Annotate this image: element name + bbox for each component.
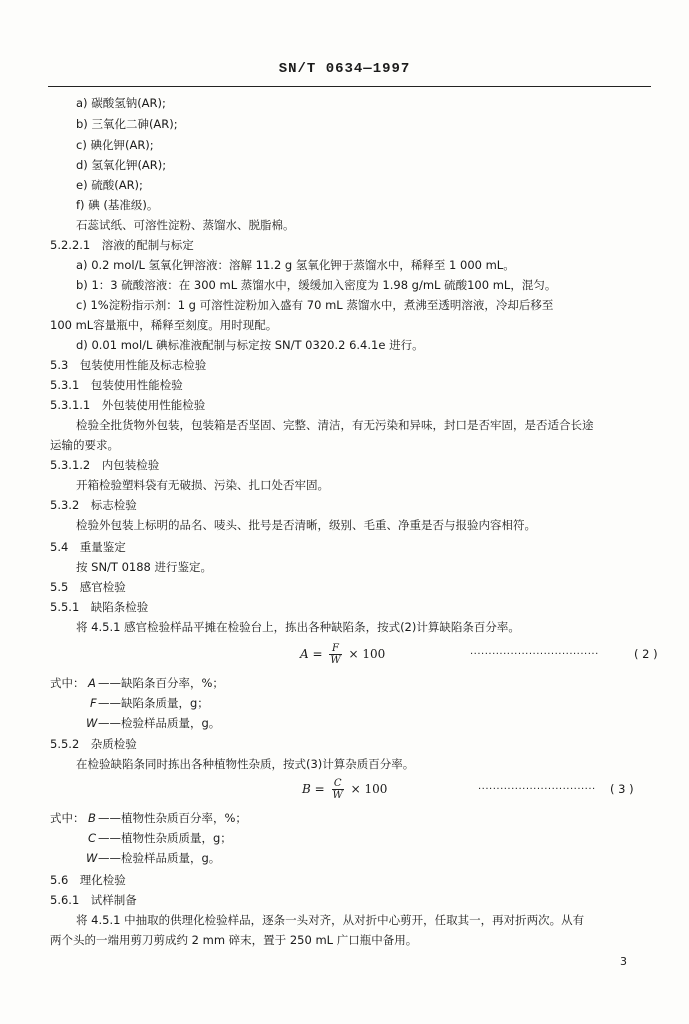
formula-numerator: C	[332, 778, 344, 790]
formula-fraction	[332, 778, 344, 801]
variable-definition: ——缺陷条百分率，%；	[98, 676, 224, 690]
section-heading-5-5-2: 5.5.2 杂质检验	[50, 737, 137, 751]
variable-symbol: W	[86, 716, 98, 730]
formula-denominator: W	[330, 655, 341, 666]
variable-symbol: F	[90, 696, 97, 710]
variable-symbol: C	[88, 831, 97, 845]
section-heading-5-3-2: 5.3.2 标志检验	[50, 498, 137, 512]
solution-item-c: c) 1%淀粉指示剂：1 g 可溶性淀粉加入盛有 70 mL 蒸馏水中，煮沸至透明溶液，冷却后移至	[76, 298, 554, 312]
header-rule	[48, 86, 651, 87]
formula-numerator: F	[329, 643, 341, 655]
formula-leader-dots: ···································	[470, 649, 599, 660]
solution-item-a: a) 0.2 mol/L 氢氧化钾溶液：溶解 11.2 g 氢氧化钾于蒸馏水中，稀释至 1 000 mL。	[76, 258, 515, 272]
reagent-item: b) 三氧化二砷(AR);	[76, 117, 178, 131]
formula-denominator: W	[332, 790, 343, 801]
reagent-item: e) 硫酸(AR);	[76, 178, 143, 192]
formula-3: B = $\frac{C}{W}$ × 100	[302, 778, 388, 801]
formula-leader-dots: ································	[478, 784, 596, 795]
section-heading-5-2-2-1: 5.2.2.1 溶液的配制与标定	[50, 238, 194, 252]
section-heading-5-5: 5.5 感官检验	[50, 580, 126, 594]
formula-rhs: × 100	[350, 782, 388, 796]
paragraph: 检验外包装上标明的品名、唛头、批号是否清晰，级别、毛重、净重是否与报验内容相符。	[76, 518, 536, 532]
variable-definition: ——缺陷条质量，g；	[98, 696, 209, 710]
variable-definition: ——植物性杂质百分率，%；	[98, 811, 247, 825]
section-heading-5-3-1-2: 5.3.1.2 内包装检验	[50, 458, 160, 472]
reagent-item: f) 碘 (基准级)。	[76, 198, 159, 212]
reagent-item: d) 氢氧化钾(AR);	[76, 158, 167, 172]
reagent-materials: 石蕊试纸、可溶性淀粉、蒸馏水、脱脂棉。	[76, 218, 295, 232]
formula-2: A = $\frac{F}{W}$ × 100	[300, 643, 386, 666]
solution-item-c-cont: 100 mL容量瓶中，稀释至刻度。用时现配。	[50, 318, 278, 332]
formula-fraction	[329, 643, 341, 666]
reagent-item: a) 碳酸氢钠(AR);	[76, 96, 166, 110]
where-label: 式中：	[50, 811, 85, 825]
variable-symbol: A	[88, 676, 96, 690]
formula-number: ( 2 )	[634, 647, 658, 661]
formula-lhs: A	[300, 647, 309, 661]
section-heading-5-5-1: 5.5.1 缺陷条检验	[50, 600, 149, 614]
reagent-item: c) 碘化钾(AR);	[76, 138, 154, 152]
solution-item-d: d) 0.01 mol/L 碘标准液配制与标定按 SN/T 0320.2 6.4.1e 进行。	[76, 338, 424, 352]
solution-item-b: b) 1：3 硫酸溶液：在 300 mL 蒸馏水中，缓缓加入密度为 1.98 g/mL 硫酸100 mL，混匀。	[76, 278, 557, 292]
formula-number: ( 3 )	[610, 782, 634, 796]
section-heading-5-6: 5.6 理化检验	[50, 873, 126, 887]
paragraph: 按 SN/T 0188 进行鉴定。	[76, 560, 213, 574]
paragraph: 将 4.5.1 感官检验样品平摊在检验台上，拣出各种缺陷条，按式(2)计算缺陷条百分率。	[76, 620, 520, 634]
paragraph-cont: 两个头的一端用剪刀剪成约 2 mm 碎末，置于 250 mL 广口瓶中备用。	[50, 933, 418, 947]
variable-symbol: W	[86, 851, 98, 865]
variable-symbol: B	[88, 811, 96, 825]
paragraph: 开箱检验塑料袋有无破损、污染、扎口处否牢固。	[76, 478, 329, 492]
variable-definition: ——检验样品质量，g。	[98, 716, 221, 730]
variable-definition: ——检验样品质量，g。	[98, 851, 221, 865]
paragraph: 检验全批货物外包装，包装箱是否坚固、完整、清洁，有无污染和异味，封口是否牢固，是否适合长途	[76, 418, 594, 432]
section-heading-5-3: 5.3 包装使用性能及标志检验	[50, 358, 207, 372]
section-heading-5-3-1-1: 5.3.1.1 外包装使用性能检验	[50, 398, 206, 412]
standard-number: SN/T 0634—1997	[278, 61, 411, 77]
page-number: 3	[620, 955, 627, 968]
paragraph: 在检验缺陷条同时拣出各种植物性杂质，按式(3)计算杂质百分率。	[76, 757, 415, 771]
section-heading-5-4: 5.4 重量鉴定	[50, 540, 126, 554]
paragraph-cont: 运输的要求。	[50, 438, 119, 452]
paragraph: 将 4.5.1 中抽取的供理化检验样品，逐条一头对齐，从对折中心剪开，任取其一，再对折两次。从有	[76, 913, 585, 927]
section-heading-5-6-1: 5.6.1 试样制备	[50, 893, 137, 907]
variable-definition: ——植物性杂质质量，g；	[98, 831, 232, 845]
formula-lhs: B	[302, 782, 311, 796]
section-heading-5-3-1: 5.3.1 包装使用性能检验	[50, 378, 183, 392]
formula-rhs: × 100	[348, 647, 386, 661]
where-label: 式中：	[50, 676, 85, 690]
